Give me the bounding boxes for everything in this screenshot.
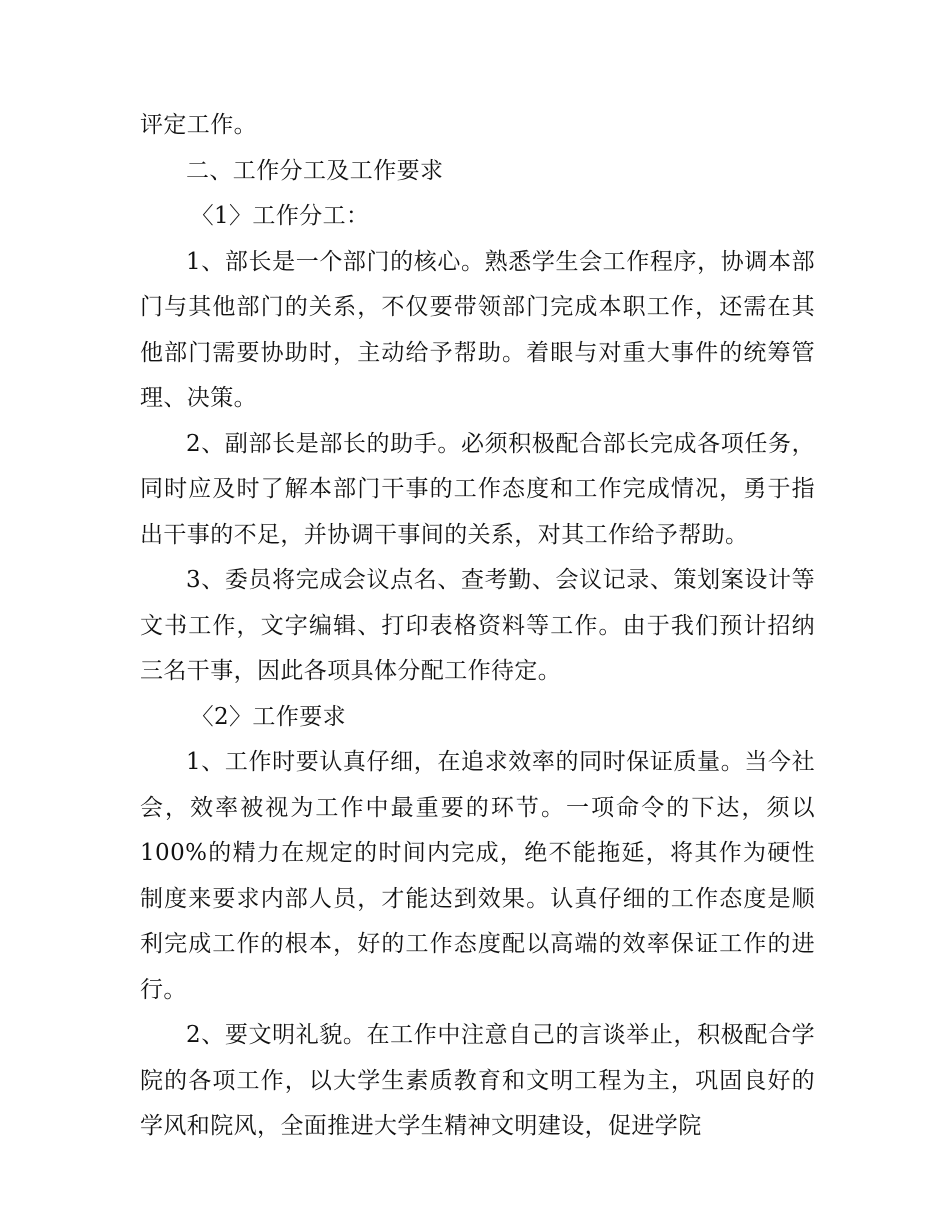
paragraph-requirement-careful: 1、工作时要认真仔细，在追求效率的同时保证质量。当今社会，效率被视为工作中最重要的环节。一项命令的下达，须以100%的精力在规定的时间内完成，绝不能拖延，将其作为硬性制度来要求内部人员，才能达到效果。认真仔细的工作态度是顺利完成工作的根本，好的工作态度配以高端的效率保证工作的进行。 xyxy=(140,749,815,1003)
paragraph-minister: 1、部长是一个部门的核心。熟悉学生会工作程序，协调本部门与其他部门的关系，不仅要带领部门完成本职工作，还需在其他部门需要协助时，主动给予帮助。着眼与对重大事件的统筹管理、决策。 xyxy=(140,248,815,411)
paragraph-requirement-courtesy: 2、要文明礼貌。在工作中注意自己的言谈举止，积极配合学院的各项工作，以大学生素质教育和文明工程为主，巩固良好的学风和院风，全面推进大学生精神文明建设，促进学院 xyxy=(140,1022,815,1139)
subsection-heading-division: 〈1〉工作分工： xyxy=(190,203,370,229)
document-page xyxy=(140,103,815,1150)
paragraph-continuation: 评定工作。 xyxy=(140,112,257,138)
paragraph-committee-member: 3、委员将完成会议点名、查考勤、会议记录、策划案设计等文书工作，文字编辑、打印表格资料等工作。由于我们预计招纳三名干事，因此各项具体分配工作待定。 xyxy=(140,567,815,684)
section-heading: 二、工作分工及工作要求 xyxy=(186,157,444,184)
paragraph-vice-minister: 2、副部长是部长的助手。必须积极配合部长完成各项任务，同时应及时了解本部门干事的工作态度和工作完成情况，勇于指出干事的不足，并协调干事间的关系，对其工作给予帮助。 xyxy=(140,430,815,548)
subsection-heading-requirements: 〈2〉工作要求 xyxy=(190,703,347,730)
